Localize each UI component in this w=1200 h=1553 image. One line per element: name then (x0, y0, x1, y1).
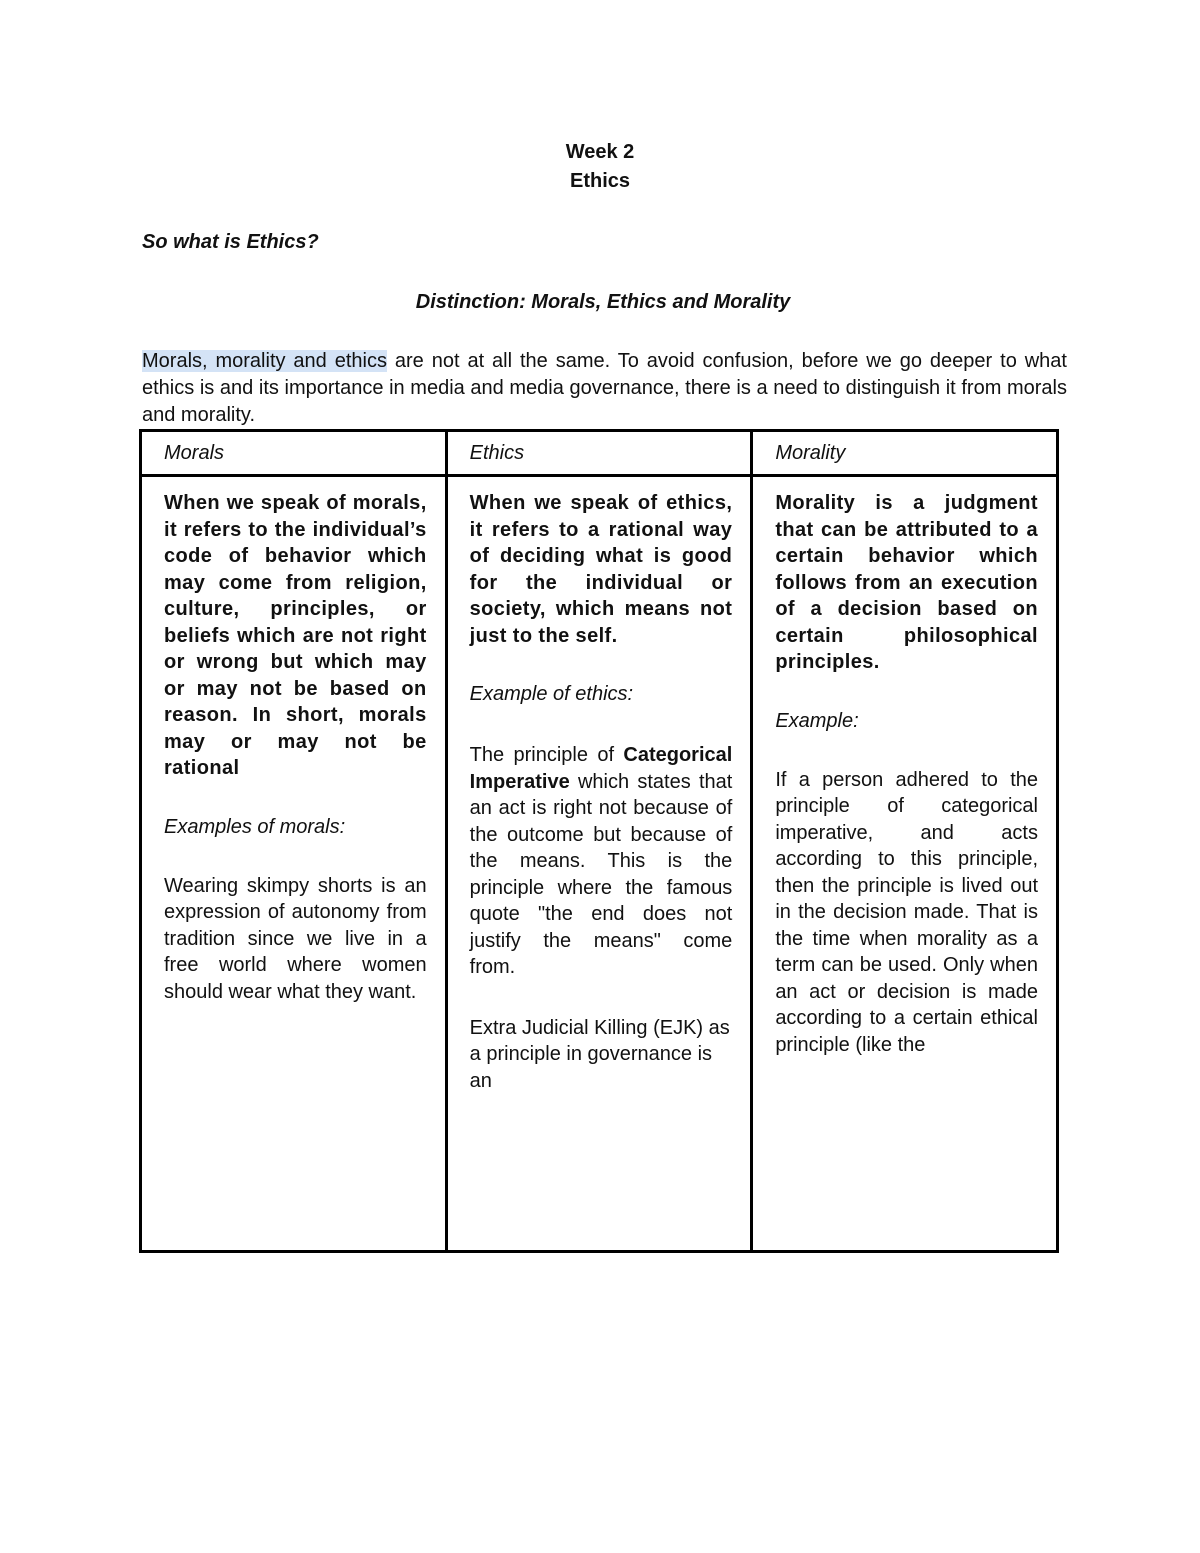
table-header-row (141, 431, 1058, 476)
header-cell-ethics (446, 431, 752, 476)
morality-cell (752, 476, 1058, 1252)
ethics-example-post: which states that an act is right not because of the outcome but because of the means. This is the principle where the famous quote "the end does not justify the means" come from. (469, 770, 733, 978)
highlighted-text[interactable]: Morals, morality and ethics (142, 350, 387, 372)
header-label-morals: Morals (164, 442, 225, 464)
table-row (141, 476, 1058, 1252)
ethics-definition: When we speak of ethics, it refers to a rational way of deciding what is good for the individual or society, which means not just to the self. (469, 492, 733, 647)
ethics-example-bold: Categorical Imperative (469, 744, 733, 793)
ethics-cell (446, 476, 752, 1252)
week-heading: Week 2 (565, 141, 635, 163)
ethics-example-2: Extra Judicial Killing (EJK) as a principle in governance is an (469, 1016, 730, 1092)
header-cell-morals (141, 431, 447, 476)
morals-example-label: Examples of morals: (164, 815, 346, 838)
ethics-example-label: Example of ethics: (469, 683, 634, 705)
ethics-example (470, 742, 733, 981)
morality-example: If a person adhered to the principle of categorical imperative, and acts according to this principle, then the principle is lived out in the decision made. That is the time when morality as a term can be used. Only when an act or decision is made according to a certain ethical principle (like the (775, 768, 1038, 1056)
header-cell-morality (752, 431, 1058, 476)
ethics-example-pre: The principle of (469, 744, 624, 766)
question-heading: So what is Ethics? (142, 231, 319, 253)
intro-rest-text: are not at all the same. To avoid confusion, before we go deeper to what ethics is and its importance in media and media governance, there is a need to distinguish it from morals and morality. (142, 350, 1067, 426)
intro-paragraph (142, 348, 1067, 429)
morality-example-label: Example: (775, 709, 859, 732)
subject-heading: Ethics (569, 170, 631, 192)
morality-definition: Morality is a judgment that can be attributed to a certain behavior which follows from an execution of a decision based on certain philosophical principles. (775, 492, 1038, 673)
section-title: Distinction: Morals, Ethics and Morality (415, 291, 791, 313)
distinction-table (139, 429, 1059, 1253)
morals-example: Wearing skimpy shorts is an expression of autonomy from tradition since we live in a free world where women should wear what they want. (164, 874, 427, 1003)
morals-cell (141, 476, 447, 1252)
header-label-ethics: Ethics (469, 442, 525, 464)
header-label-morality: Morality (775, 442, 846, 464)
morals-definition: When we speak of morals, it refers to the individual’s code of behavior which may come from religion, culture, principles, or beliefs which are not right or wrong but which may or may not be based on reason. In short, morals may or may not be rational (164, 492, 427, 779)
